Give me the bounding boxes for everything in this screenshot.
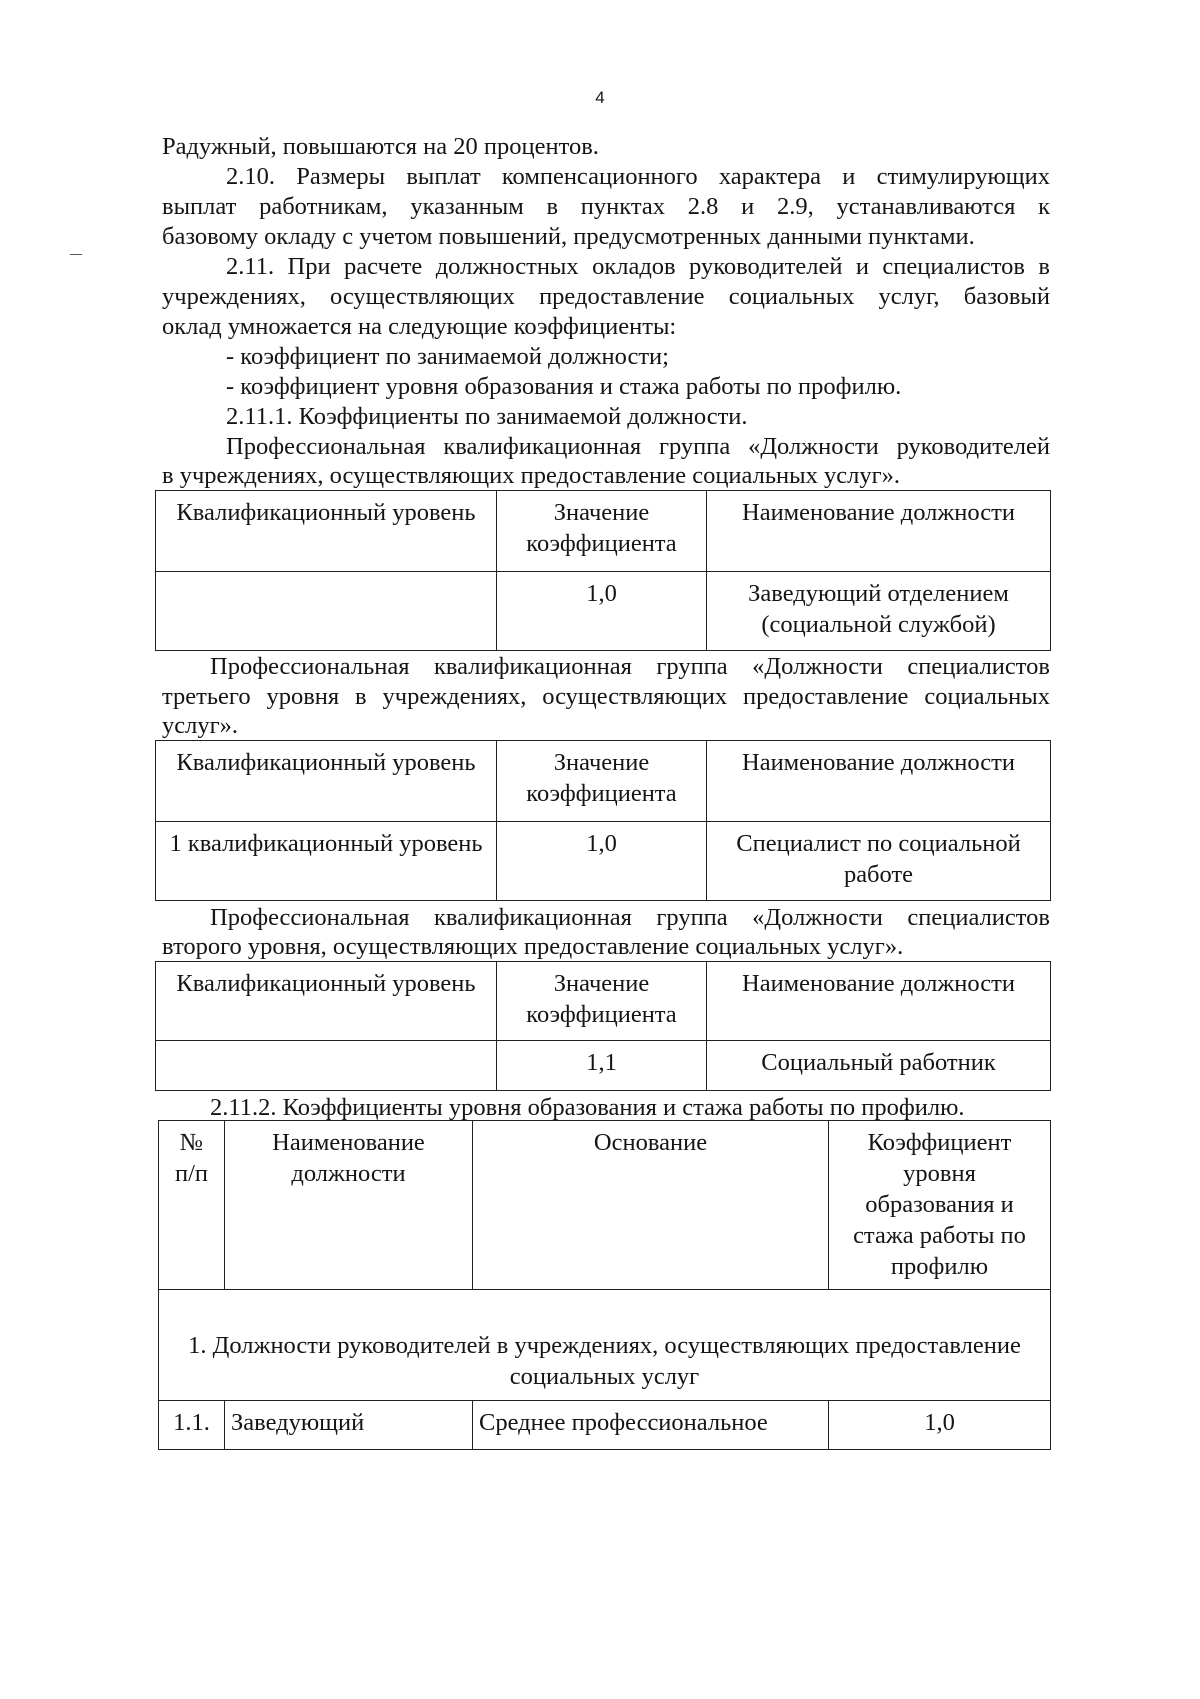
text-line-9: - коэффициент уровня образования и стажа работы по профилю. (226, 373, 902, 400)
table-row (156, 1041, 1051, 1091)
text-line-15: услуг». (162, 712, 239, 739)
coefficients-table-2 (155, 740, 1051, 901)
text-line-17: второго уровня, осуществляющих предоставление социальных услуг». (162, 933, 904, 960)
header-qualification-level: Квалификационный уровень (156, 741, 497, 822)
cell-number: 1.1. (159, 1401, 225, 1450)
text-line-16: Профессиональная квалификационная группа «Должности специалистов (210, 904, 1050, 931)
header-number: № п/п (159, 1121, 225, 1290)
cell-coefficient: 1,0 (497, 822, 707, 901)
header-position-name: Наименование должности (707, 962, 1051, 1041)
cell-position-name: Специалист по социальной работе (707, 822, 1051, 901)
table-header-row (156, 741, 1051, 822)
text-line-8: - коэффициент по занимаемой должности; (226, 343, 669, 370)
text-line-7: оклад умножается на следующие коэффициенты: (162, 313, 677, 340)
text-line-4: базовому окладу с учетом повышений, предусмотренных данными пунктами. (162, 223, 975, 250)
cell-basis: Среднее профессиональное (473, 1401, 829, 1450)
page-number: 4 (595, 88, 605, 107)
cell-position-name: Заведующий (225, 1401, 473, 1450)
text-line-10: 2.11.1. Коэффициенты по занимаемой должности. (226, 403, 748, 430)
table-row (156, 822, 1051, 901)
table-section-row (159, 1290, 1051, 1401)
cell-qualification-level: 1 квалификационный уровень (156, 822, 497, 901)
header-qualification-level: Квалификационный уровень (156, 962, 497, 1041)
header-coefficient: Значение коэффициента (497, 962, 707, 1041)
text-line-12: в учреждениях, осуществляющих предоставление социальных услуг». (162, 462, 901, 489)
education-coefficients-table (158, 1120, 1051, 1450)
table-row (159, 1401, 1051, 1450)
table-row (156, 572, 1051, 651)
text-line-18: 2.11.2. Коэффициенты уровня образования и стажа работы по профилю. (210, 1094, 965, 1121)
table-header-row (156, 962, 1051, 1041)
cell-position-name: Социальный работник (707, 1041, 1051, 1091)
cell-qualification-level (156, 572, 497, 651)
header-qualification-level: Квалификационный уровень (156, 491, 497, 572)
cell-education-coefficient: 1,0 (829, 1401, 1051, 1450)
coefficients-table-3 (155, 961, 1051, 1091)
text-line-5: 2.11. При расчете должностных окладов руководителей и специалистов в (226, 253, 1050, 280)
text-line-14: третьего уровня в учреждениях, осуществляющих предоставление социальных (162, 683, 1050, 710)
header-position-name: Наименование должности (225, 1121, 473, 1290)
cell-coefficient: 1,0 (497, 572, 707, 651)
header-basis: Основание (473, 1121, 829, 1290)
cell-qualification-level (156, 1041, 497, 1091)
header-education-coefficient: Коэффициент уровня образования и стажа работы по профилю (829, 1121, 1051, 1290)
text-line-6: учреждениях, осуществляющих предоставление социальных услуг, базовый (162, 283, 1050, 310)
coefficients-table-1 (155, 490, 1051, 651)
cell-coefficient: 1,1 (497, 1041, 707, 1091)
header-position-name: Наименование должности (707, 741, 1051, 822)
text-line-13: Профессиональная квалификационная группа «Должности специалистов (210, 653, 1050, 680)
cell-position-name: Заведующий отделением (социальной службой) (707, 572, 1051, 651)
section-heading-cell: 1. Должности руководителей в учреждениях, осуществляющих предоставление социальных услуг (159, 1290, 1051, 1401)
text-line-3: выплат работникам, указанным в пунктах 2.8 и 2.9, устанавливаются к (162, 193, 1050, 220)
header-coefficient: Значение коэффициента (497, 741, 707, 822)
margin-mark (70, 254, 82, 255)
text-line-2: 2.10. Размеры выплат компенсационного характера и стимулирующих (226, 163, 1050, 190)
header-position-name: Наименование должности (707, 491, 1051, 572)
text-line-1: Радужный, повышаются на 20 процентов. (162, 133, 599, 160)
table-header-row (159, 1121, 1051, 1290)
text-line-11: Профессиональная квалификационная группа «Должности руководителей (226, 433, 1050, 460)
table-header-row (156, 491, 1051, 572)
header-coefficient: Значение коэффициента (497, 491, 707, 572)
